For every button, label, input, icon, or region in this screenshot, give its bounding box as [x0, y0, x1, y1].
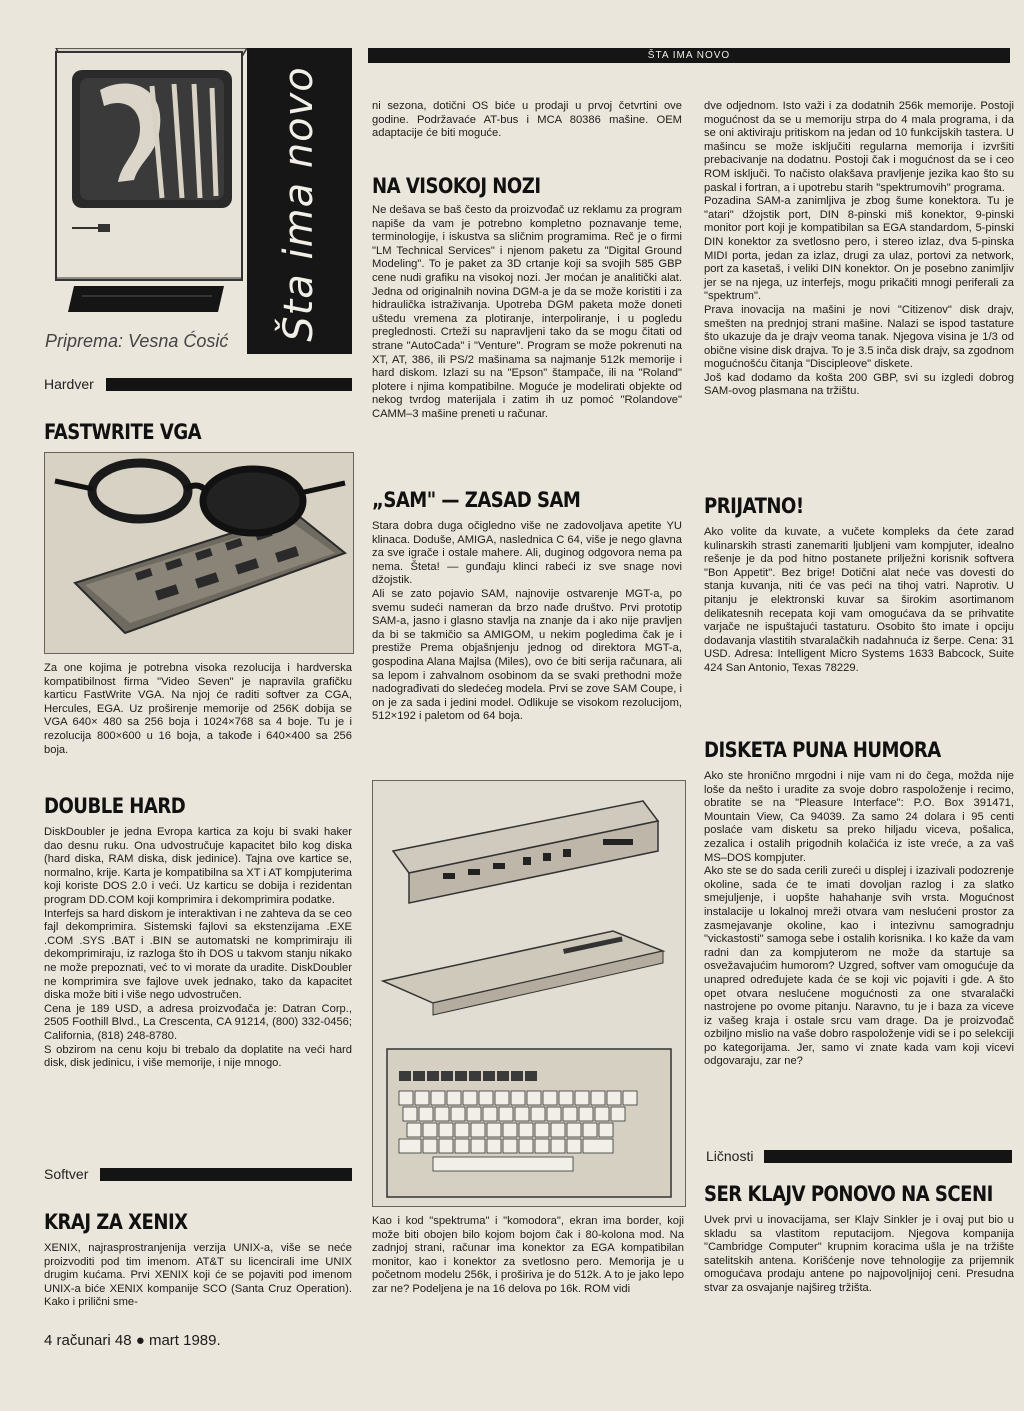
article-body-visokoj-nozi: Ne dešava se baš često da proizvođač uz reklamu za program napiše da vam je potrebno kompletno poznavanje teme, terminologije, i iskustva sa sličnim programima. Reč je o firmi "LM Technical Services" i njenom paketu za "Digital Ground Modeling". To je paket za 3D crtanje koji sa svojih 585 GBP cene nudi grafiku na visokoj nozi. Jer moćan je analitički alat. Jedna od originalnih novina DGM-a je da se može koristiti i za hidraulička istraživanja. Upotreba DGM paketa može doneti uštedu vremena za plotiranje, interpoliranje, i u pogledu preglednosti. Crteži su napravljeni tako da se mogu čitati od strane "AutoCada" i "Venture". Program se može pokrenuti na XT, AT, 386, ili PS/2 mašinama sa najmanje 512k memorije i hard diskom. Izlazi su na "Epson" štampače, ili na "Roland" plotere i njima kompatibilne. Moguće je modelirati objekte od nekog tvrdog materijala i zatim ih uz pomoć "Rolandove" CAMM–3 mašine preneti u računar. — [372, 204, 682, 420]
category-bar-hardver — [106, 378, 352, 391]
category-bar-softver — [100, 1168, 352, 1181]
category-bar-licnosti — [764, 1150, 1012, 1163]
category-label-softver: Softver — [44, 1166, 89, 1182]
article-body-fastwrite: Za one kojima je potrebna visoka rezolucija i hardverska kompatibilnost firma "Video Seven" je napravila grafičku karticu FastWrite VGA. Na njoj će raditi softver za CGA, Hercules, EGA. Uz proširenje memorije od 256K dobija se VGA 640× 480 sa 256 boja i 1024×768 sa 4 boje. Tu je i rezolucija 800×600 u 16 boja, a takođe i 640×400 sa 256 boja. — [44, 662, 352, 756]
article-title-sam: „SAM" — ZASAD SAM — [372, 488, 581, 512]
article-title-xenix: KRAJ ZA XENIX — [44, 1210, 188, 1234]
article-body-sam-continued: Kao i kod "spektruma" i "komodora", ekran ima border, koji može biti obojen bilo kojom bojom čak i 80-kolona mod. Na zadnjoj strani, računar ima konektor za EGA kompatibilan monitor, kao i konektor za svetlosno pero. Memorija je u početnom modelu 256k, i proširiva je do 512k. A to je jako lepo zar ne? Podeljena je na 16 delova po 16k. ROM vidi — [372, 1215, 684, 1295]
article-body-sam-right: dve odjednom. Isto važi i za dodatnih 256k memorije. Postoji mogućnost da se u memoriju strpa do 4 mala programa, i da se oni aktiviraju pritiskom na jedan od 10 funkcijskih tastera. U mašincu se može isključiti regularna memorija i izvršiti prebacivanje na dodatnu. Postoji čak i mogućnost da se i ceo ROM isključi. To načisto olakšava pravljenje jezika kao što su paskal i fortran, a i upotrebu starih "spektrumovih" programa. Pozadina SAM-a zanimljiva je zbog šume konektora. Tu je "atari" džojstik port, DIN 8-pinski miš konektor, 9-pinski monitor port koji je kompatibilan sa EGA standardom, 5-pinski DIN konektor za svetlosno pero, i stereo izlaz, dva 5-pinska MIDI porta, jedan za izlaz, drugi za ulaz, portovi za network, port za kasetaš, i veliki DIN konektor. On je posebno zanimljiv jer se na njega, uz interfejs, mogu prikačiti mnogi periferali za "spektrum". Prava inovacija na mašini je novi "Citizenov" disk drajv, smešten na prednjoj strani mašine. Nalazi se ispod tastature što ukazuje da je drajv veoma tanak. Njegova visina je 1/3 od obične visine disk drajva. To je 3.5 inča disk drajv, sa zgodnom mogućnošću čitanja "Discipleove" diskete. Još kad dodamo da košta 200 GBP, svi su izgledi dobrog SAM-ovog plasmana na tržištu. — [704, 100, 1014, 398]
masthead-title-block — [247, 48, 352, 354]
article-title-fastwrite: FASTWRITE VGA — [44, 420, 202, 444]
computer-illustration — [42, 48, 247, 356]
section-header-bar — [368, 48, 1010, 63]
article-body-double-hard: DiskDoubler je jedna Evropa kartica za koju bi svaki haker dao desnu ruku. Ona udvostručuje kapacitet bilo kog diska (hard diska, RAM diska, disk jedinice). Tajna ove kartice se, normalno, krije. Karta je kompatibilna sa XT i AT kompjuterima koji koriste DOS 2.0 i veći. Uz karticu se dobija i rezidentan program DD.COM koji komprimira i dekomprimira podatke. Interfejs sa hard diskom je interaktivan i ne zahteva da se ceo fajl dekomprimira. Sistemski fajlovi sa ekstenzijama .EXE .COM .SYS .BAT i .BIN se automatski ne komprimiraju ili dekomprimiraju, iz razloga što ih DOS u takvom stanju nikako ne može prepoznati, već to vi morate da uradite. DiskDoubler ne komprimira sve fajlove uvek jednako, tako da kapacitet diska može biti i više nego udvostručen. Cena je 189 USD, a adresa proizvođača je: Datran Corp., 2505 Foothill Blvd., La Crescenta, CA 91214, (800) 332-0456; California, (818) 248-8780. S obzirom na cenu koju bi trebalo da doplatite na veći hard disk, disk jedinicu, i više memorije, i nije mnogo. — [44, 826, 352, 1070]
article-title-disketa: DISKETA PUNA HUMORA — [704, 738, 941, 762]
credit-line: Priprema: Vesna Ćosić — [45, 331, 229, 351]
page-footer-folio: 4 računari 48 ● mart 1989. — [44, 1332, 221, 1349]
article-body-sinkler: Uvek prvi u inovacijama, ser Klajv Sinkler je i ovaj put bio u skladu sa vlastitom reputacijom. Njegova kompanija "Cambridge Computer" krupnim koracima ušla je na tržište satelitskih antena. Korišćenje nove tehnologije za prijemnik omogućava prodaju antene po najpovoljnijoj ceni. Presudna stvar za osvajanje najšireg tržišta. — [704, 1214, 1014, 1294]
article-body-xenix: XENIX, najrasprostranjenija verzija UNIX-a, više se neće proizvoditi pod tim imenom. AT&T su licencirali ime UNIX drugim kućama. Prvi XENIX koji će se pojaviti pod imenom UNIX-a biće XENIX kompanije SCO (Santa Cruz Operation). Kako i prilični sme- — [44, 1242, 352, 1309]
article-title-sinkler: SER KLAJV PONOVO NA SCENI — [704, 1182, 993, 1206]
article-body-disketa: Ako ste hronično mrgodni i nije vam ni do čega, možda nije loše da nešto i uradite za svoje dobro raspoloženje i recimo, obratite se na "Pleasure Interface": P.O. Box 391471, Mountain View, Ca 94039. Za samo 24 dolara i 95 centi poslaće vam disketu sa preko hiljadu viceva, pošalica, zezalica i ostalih prigodnih kolačića iz iste vreće, a za vaš MS–DOS kompjuter. Ako ste se do sada cerili zureći u displej i izazivali podozrenje okoline, sada će te imati dovoljan razlog i za slatko smejuljenje, i uopšte hahahanje svih vrsta. Mogućnost instalacije u lokalnoj mreži otvara vam neslućeni prostor za zasmejavanje okoline, kao i intezivnu samogradnju "vickastosti" samoga sebe i ostalih korisnika. I ko kaže da vam radni dan za kompjuterom ne može da startuje sa osvežavajućim humorom? Uzgred, softver vam omogućuje da unapred određujete kada će se koji vic pojaviti i gde. A što opet otvara neslućene mogućnosti za one stvaralački nastrojene po ovome pitanju. Naravno, tu je i baza za viceve iz vašeg kraja i ostale srcu vam drage. Da je proizvođač ozbiljno mislio na vaše dobro raspoloženje vidi se i po selekciji po kategorijama. Jer, samo vi znate kada vam koji vicevi odgovaraju, zar ne? — [704, 770, 1014, 1068]
article-title-double-hard: DOUBLE HARD — [44, 794, 186, 818]
article-body-xenix-continued: ni sezona, dotični OS biće u prodaji u prvoj četvrtini ove godine. Podržavaće AT-bus i MCA 80386 mašine. OEM adaptacije će biti moguće. — [372, 100, 682, 140]
section-title: ŠTA IMA NOVO — [647, 50, 731, 61]
photo-glasses-vga-card — [44, 452, 354, 654]
masthead-vertical-title: Šta ima novo — [276, 66, 322, 342]
article-title-visokoj-nozi: NA VISOKOJ NOZI — [372, 174, 541, 198]
article-body-sam: Stara dobra duga očigledno više ne zadovoljava apetite YU klinaca. Doduše, AMIGA, naslednica C 64, više je nego glavna za sve igrače i ostale mahere. Ali, duginog odgovora nema pa nema. Šteta! — gunđaju klinci rabeći iz sve snage novi džojstik. Ali se zato pojavio SAM, najnovije ostvarenje MGT-a, po svemu sudeći nameran da brzo nađe društvo. Prvi prototip SAM-a, jasno i glasno stavlja na znanje da i ako nije pravljen da bi se takmičio sa AMIGOM, u nekim pogledima čak je i prestiže Prema objašnjenju jednog od direktora MGT-a, gospodina Alana Majlsa (Miles), ovo će biti serija računara, ali sa lepom i zahvalnom osobinom da se svaki prethodni može nadograđivati do sledećeg modela. Prvi se zove SAM Coupe, i on je za sada i jedini model. Odlikuje se visokom rezolucijom, 512×192 i paletom od 64 boja. — [372, 520, 682, 723]
article-title-prijatno: PRIJATNO! — [704, 494, 804, 518]
photo-sam-coupe-computer — [372, 780, 686, 1207]
article-body-prijatno: Ako volite da kuvate, a vučete kompleks da ćete zarad kulinarskih strasti zanemariti ljubljeni vam kompjuter, idealno rešenje je da pod hitno postanete prilježni korisnik softvera "Bon Appetit". Bez brige! Dotični alat neće vas dovesti do stanja kuvanja, niti će vas peći na tihoj vatri. Naprotiv. U pitanju je elektronski kuvar sa širokim asortimanom delikatesnih recepata koji vam omogućava da se prihvatite varjače ne ispuštajući tastaturu. Osobito što imate i opciju dodavanja vlastitih stvaralačkih nadahnuća iz šerpe. Cena: 31 USD. Adresa: Intelligent Micro Systems 1633 Babcock, Suite 424 San Antonio, Texas 78229. — [704, 526, 1014, 674]
category-label-licnosti: Ličnosti — [706, 1148, 754, 1164]
category-label-hardver: Hardver — [44, 376, 94, 392]
